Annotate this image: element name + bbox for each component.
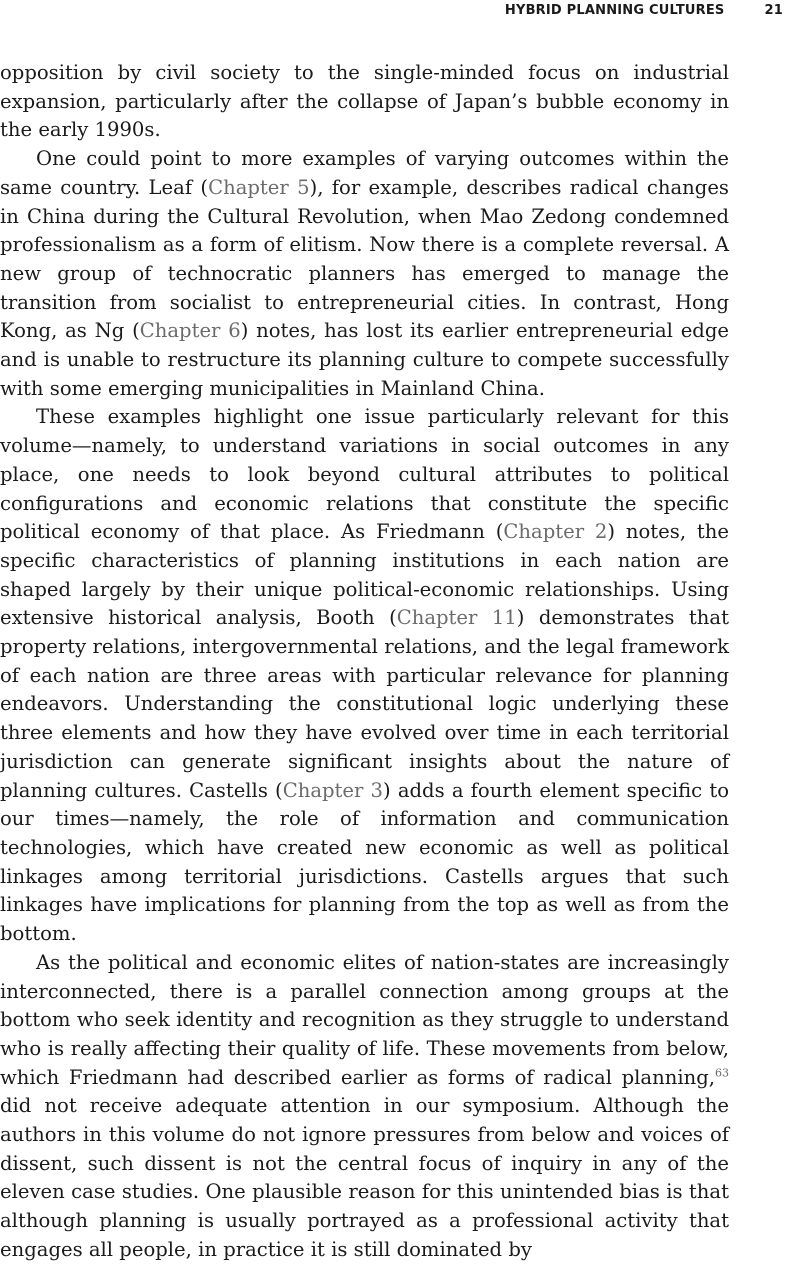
- text-segment: opposition by civil society to the single-minded focus on industrial expansion, particularly after the collapse of Japan’s bubble economy in the early 1990s.: [0, 61, 729, 142]
- chapter-link[interactable]: Chapter 11: [396, 606, 517, 630]
- body-text: [0, 59, 729, 1265]
- chapter-link[interactable]: Chapter 5: [208, 175, 310, 199]
- paragraph: [0, 949, 729, 1265]
- text-segment: ), for example, describes radical changes in China during the Cultural Revolution, when Mao Zedong condemned professionalism as a form of elitism. Now there is a complete reversal. A new group of technocratic planners has emerged to manage the transition from socialist to entrepreneurial cities. In contrast, Hong Kong, as Ng (: [0, 175, 729, 343]
- running-title: HYBRID PLANNING CULTURES: [504, 2, 725, 18]
- chapter-link[interactable]: Chapter 2: [503, 520, 608, 544]
- page-number: 21: [764, 2, 783, 18]
- paragraph: [0, 59, 729, 145]
- text-segment: ) notes, the specific characteristics of planning institutions in each nation are shaped largely by their unique political-economic relationships. Using extensive historical analysis, Booth (: [0, 520, 729, 630]
- text-segment: ) demonstrates that property relations, intergovernmental relations, and the legal framework of each nation are three areas with particular relevance for planning endeavors. Understanding the constitutional logic underlying these three elements and how they have evolved over time in each territorial jurisdiction can generate significant insights about the nature of planning cultures. Castells (: [0, 606, 729, 802]
- text-segment: One could point to more examples of varying outcomes within the same country. Leaf (: [0, 147, 729, 199]
- paragraph: [0, 145, 729, 403]
- text-segment: did not receive adequate attention in our symposium. Although the authors in this volume do not ignore pressures from below and voices of dissent, such dissent is not the central focus of inquiry in any of the eleven case studies. One plausible reason for this unintended bias is that although planning is usually portrayed as a professional activity that engages all people, in practice it is still dominated by: [0, 1094, 729, 1261]
- text-segment: As the political and economic elites of nation-states are increasingly interconnected, there is a parallel connection among groups at the bottom who seek identity and recognition as they struggle to understand who is really affecting their quality of life. These movements from below, which Friedmann had described earlier as forms of radical planning,: [0, 950, 729, 1089]
- chapter-link[interactable]: Chapter 3: [282, 778, 384, 802]
- text-segment: ) notes, has lost its earlier entrepreneurial edge and is unable to restructure its planning culture to compete successfully with some emerging municipalities in Mainland China.: [0, 319, 729, 400]
- footnote-marker[interactable]: 63: [715, 1066, 729, 1080]
- paragraph: [0, 403, 729, 948]
- chapter-link[interactable]: Chapter 6: [139, 319, 241, 343]
- text-segment: ) adds a fourth element specific to our times—namely, the role of information and communication technologies, which have created new economic as well as political linkages among territorial jurisdictions. Castells argues that such linkages have implications for planning from the top as well as from the bottom.: [0, 778, 729, 946]
- running-head: [505, 0, 785, 20]
- text-segment: These examples highlight one issue particularly relevant for this volume—namely, to understand variations in social outcomes in any place, one needs to look beyond cultural attributes to political configurations and economic relations that constitute the specific political economy of that place. As Friedmann (: [0, 405, 729, 544]
